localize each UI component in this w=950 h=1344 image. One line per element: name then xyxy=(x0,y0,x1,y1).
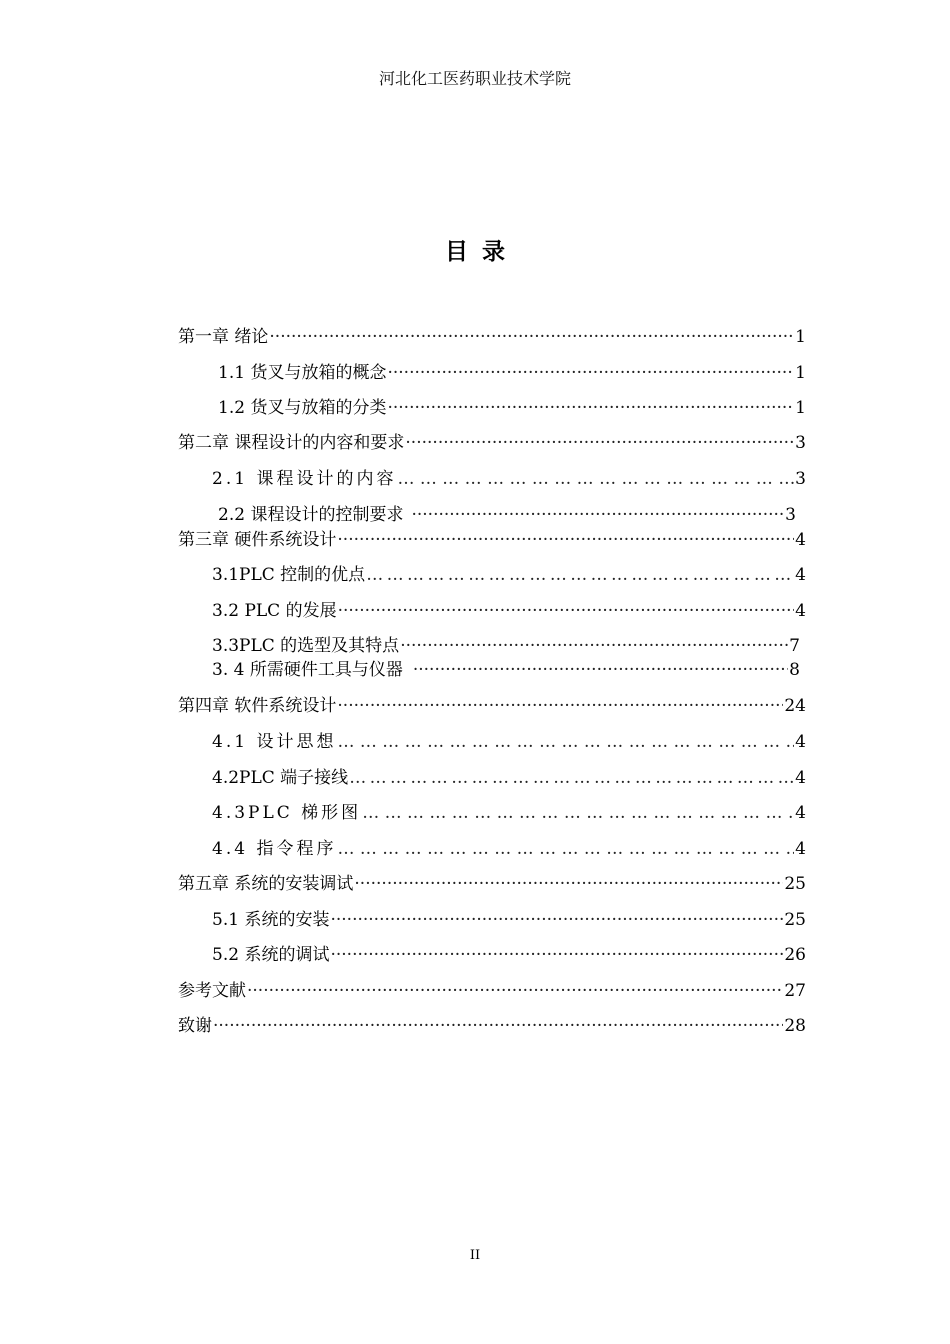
toc-entry-label: 5.2 系统的调试 xyxy=(212,945,330,965)
toc-entry-5-1[interactable] xyxy=(212,909,806,931)
toc-entry-page: 28 xyxy=(784,1016,806,1036)
page-number: II xyxy=(469,1248,481,1263)
toc-entry-3-4[interactable] xyxy=(212,659,800,681)
toc-entry-page: 3 xyxy=(785,505,796,525)
toc-entry-ch3[interactable] xyxy=(178,529,806,551)
toc-entry-label: 第二章 课程设计的内容和要求 xyxy=(178,433,405,453)
toc-dot-leader xyxy=(247,980,783,1002)
toc-entry-3-1[interactable] xyxy=(212,564,806,586)
toc-entry-page: 4 xyxy=(795,803,806,823)
toc-entry-1-1[interactable] xyxy=(218,362,806,384)
toc-title: 目录 xyxy=(445,239,519,265)
toc-entry-page: 26 xyxy=(784,945,806,965)
toc-dot-leader xyxy=(405,432,794,454)
toc-entry-ch5[interactable] xyxy=(178,873,806,895)
toc-dot-leader xyxy=(337,731,794,753)
toc-entry-2-1[interactable] xyxy=(212,468,806,490)
toc-entry-label: 参考文献 xyxy=(178,981,246,1001)
toc-entry-1-2[interactable] xyxy=(218,397,806,419)
toc-dot-leader xyxy=(387,362,794,384)
toc-entry-label: 3.1PLC 控制的优点 xyxy=(212,565,366,585)
toc-entry-label: 第四章 软件系统设计 xyxy=(178,696,337,716)
toc-entry-page: 1 xyxy=(795,363,806,383)
toc-dot-leader xyxy=(269,326,794,348)
toc-dot-leader xyxy=(354,873,783,895)
toc-entry-label: 2.2 课程设计的控制要求 xyxy=(218,505,404,525)
toc-entry-label: 第三章 硬件系统设计 xyxy=(178,530,337,550)
toc-entry-label: 2.1 课程设计的内容 xyxy=(212,469,397,489)
toc-entry-page: 4 xyxy=(795,601,806,621)
toc-entry-4-2[interactable] xyxy=(212,767,806,789)
toc-entry-label: 1.1 货叉与放箱的概念 xyxy=(218,363,387,383)
toc-entry-4-4[interactable] xyxy=(212,838,806,860)
toc-entry-page: 8 xyxy=(789,660,800,680)
toc-entry-page: 3 xyxy=(795,433,806,453)
toc-entry-page: 1 xyxy=(795,327,806,347)
toc-entry-page: 25 xyxy=(784,874,806,894)
toc-entry-label: 1.2 货叉与放箱的分类 xyxy=(218,398,387,418)
toc-entry-label: 第五章 系统的安装调试 xyxy=(178,874,354,894)
toc-entry-label: 5.1 系统的安装 xyxy=(212,910,330,930)
toc-dot-leader xyxy=(362,802,794,824)
toc-entry-label: 4.2PLC 端子接线 xyxy=(212,768,349,788)
toc-entry-label: 3.3PLC 的选型及其特点 xyxy=(212,636,400,656)
toc-dot-leader xyxy=(337,695,783,717)
toc-dot-leader xyxy=(330,944,783,966)
toc-dot-leader xyxy=(413,659,788,681)
toc-entry-4-3[interactable] xyxy=(212,802,806,824)
toc-dot-leader xyxy=(337,838,794,860)
toc-entry-page: 7 xyxy=(789,636,800,656)
toc-entry-page: 4 xyxy=(795,565,806,585)
toc-dot-leader xyxy=(397,468,794,490)
toc-entry-4-1[interactable] xyxy=(212,731,806,753)
toc-dot-leader xyxy=(411,504,784,526)
toc-entry-label: 致谢 xyxy=(178,1016,212,1036)
toc-entry-ch2[interactable] xyxy=(178,432,806,454)
toc-entry-page: 4 xyxy=(795,732,806,752)
toc-entry-page: 24 xyxy=(784,696,806,716)
toc-entry-page: 27 xyxy=(784,981,806,1001)
toc-dot-leader xyxy=(338,600,795,622)
toc-dot-leader xyxy=(366,564,794,586)
page-header: 河北化工医药职业技术学院 xyxy=(378,69,571,88)
toc-entry-page: 25 xyxy=(784,910,806,930)
toc-entry-page: 4 xyxy=(795,768,806,788)
toc-entry-label: 3.2 PLC 的发展 xyxy=(212,601,337,621)
toc-entry-label: 4.1 设计思想 xyxy=(212,732,337,752)
toc-dot-leader xyxy=(213,1015,783,1037)
toc-dot-leader xyxy=(349,767,794,789)
toc-entry-3-2[interactable] xyxy=(212,600,806,622)
toc-entry-label: 4.4 指令程序 xyxy=(212,839,337,859)
toc-entry-3-3[interactable] xyxy=(212,635,800,657)
toc-entry-2-2[interactable] xyxy=(218,504,796,526)
toc-entry-references[interactable] xyxy=(178,980,806,1002)
toc-entry-5-2[interactable] xyxy=(212,944,806,966)
toc-entry-page: 4 xyxy=(795,530,806,550)
toc-dot-leader xyxy=(337,529,794,551)
toc-entry-label: 3. 4 所需硬件工具与仪器 xyxy=(212,660,403,680)
toc-dot-leader xyxy=(330,909,783,931)
toc-entry-page: 1 xyxy=(795,398,806,418)
toc-entry-page: 3 xyxy=(795,469,806,489)
toc-entry-page: 4 xyxy=(795,839,806,859)
toc-entry-acknowledgements[interactable] xyxy=(178,1015,806,1037)
toc-dot-leader xyxy=(400,635,788,657)
toc-dot-leader xyxy=(387,397,794,419)
toc-entry-label: 第一章 绪论 xyxy=(178,327,269,347)
toc-entry-ch1[interactable] xyxy=(178,326,806,348)
toc-entry-label: 4.3PLC 梯形图 xyxy=(212,803,362,823)
toc-entry-ch4[interactable] xyxy=(178,695,806,717)
